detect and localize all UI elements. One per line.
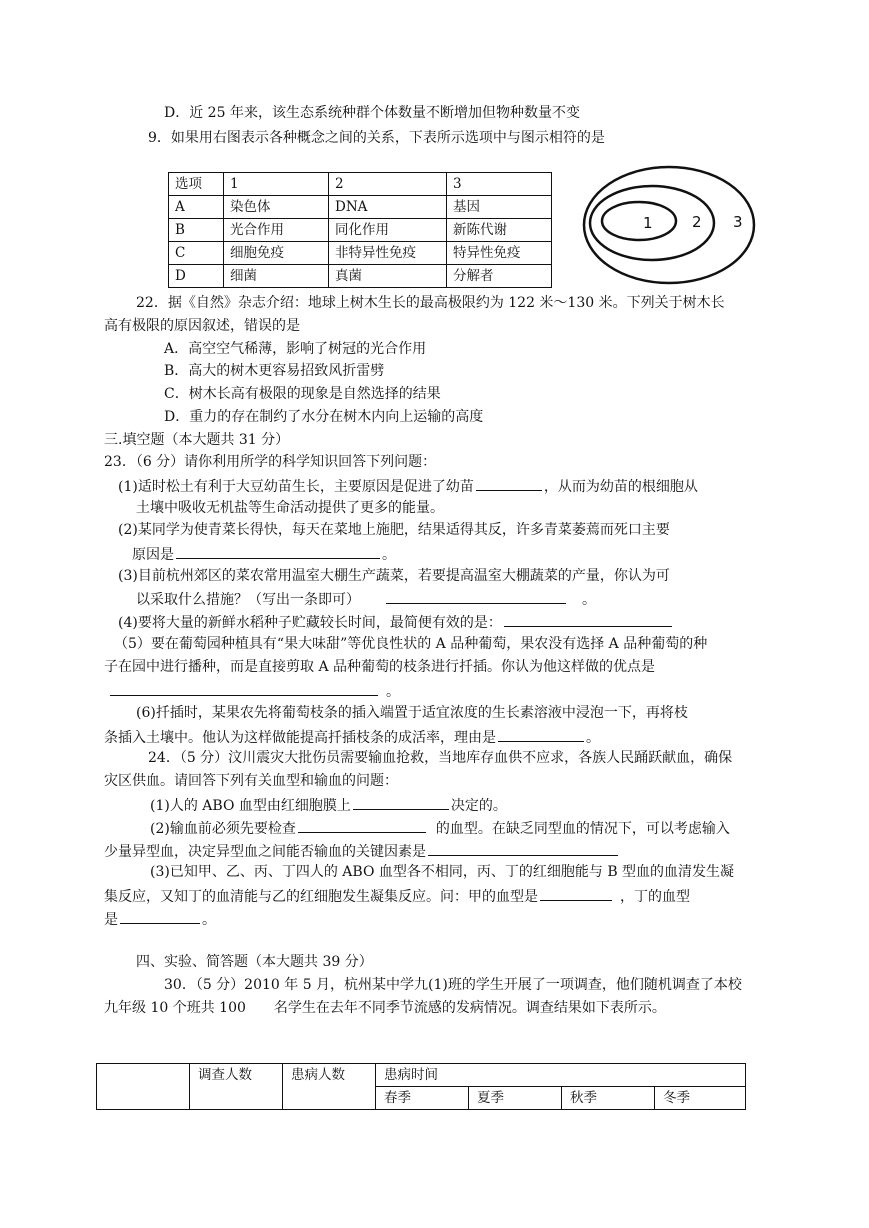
nested-ellipses-diagram [582,163,768,289]
table-cell: 患病人数 [283,1064,376,1110]
ellipse-inner [602,202,676,240]
section4-heading: 四、实验、简答题（本大题共 39 分） [136,954,373,970]
table-cell: 夏季 [469,1087,562,1110]
table-cell: 秋季 [562,1087,655,1110]
table-row [169,265,552,288]
table-cell: D [169,265,224,288]
answer-blank[interactable] [110,681,378,696]
q23-part5-line1: （5）要在葡萄园种植具有“果大味甜”等优良性状的 A 品种葡萄，果农没有选择 A 品种葡萄的种 [114,636,708,652]
table-cell: 基因 [447,196,552,219]
answer-blank[interactable] [298,818,426,833]
q23-part6-line2 [104,727,600,747]
table-header-row [97,1064,746,1087]
answer-blank[interactable] [176,544,380,559]
ellipse-outer [584,167,754,283]
q24-stem-line1: 24．（5 分）汶川震灾大批伤员需要输血抢救，当地库存血供不应求，各族人民踊跃献血，确保 [148,750,733,766]
table-cell: 2 [329,173,447,196]
table-header-row [169,173,552,196]
q23-part1-line1 [118,476,698,496]
table-cell: A [169,196,224,219]
q24-part3-line3 [104,909,216,929]
q24-part3-text-c: ，丁的血型 [620,889,690,905]
q23-part2-line2 [132,544,396,564]
table-cell: 非特异性免疫 [329,242,447,265]
q23-part5-text-c: 。 [386,684,400,700]
q23-part1-text-a: (1)适时松土有利于大豆幼苗生长，主要原因是促进了幼苗 [118,479,474,495]
venn-label-1: 1 [643,214,653,232]
answer-blank[interactable] [386,589,566,604]
q23-part4 [118,612,674,632]
q23-stem: 23．（6 分）请你利用所学的科学知识回答下列问题： [104,454,437,470]
table-cell: B [169,219,224,242]
q23-part2-text-b: 。 [382,547,396,563]
table-cell-empty [97,1064,190,1110]
q23-part2-text-a: 原因是 [132,547,174,563]
q22-option-d: D．重力的存在制约了水分在树木内向上运输的高度 [164,409,484,425]
q8-option-d: D．近 25 年来，该生态系统种群个体数量不断增加但物种数量不变 [164,105,580,121]
q24-part3-text-d: 是 [104,912,118,928]
q24-part1 [150,795,507,815]
q23-part1-text-b: ，从而为幼苗的根细胞从 [543,479,698,495]
table-cell: 3 [447,173,552,196]
table-cell: 特异性免疫 [447,242,552,265]
table-cell: 真菌 [329,265,447,288]
q23-part5-line3 [108,681,400,701]
q24-part3-text-b: 集反应，又知丁的血清能与乙的红细胞发生凝集反应。问：甲的血型是 [104,889,538,905]
table-cell: 细胞免疫 [224,242,329,265]
table-cell: 分解者 [447,265,552,288]
table-cell: 细菌 [224,265,329,288]
q23-part1-line2: 土壤中吸收无机盐等生命活动提供了更多的能量。 [136,500,444,516]
table-cell: 患病时间 [376,1064,746,1087]
answer-blank[interactable] [504,612,672,627]
table-cell: 同化作用 [329,219,447,242]
q24-part2-text-b: 的血型。在缺乏同型血的情况下，可以考虑输入 [435,821,730,837]
q24-part2-text-a: (2)输血前必须先要检查 [150,821,296,837]
table-cell: C [169,242,224,265]
q22-option-a: A．高空空气稀薄，影响了树冠的光合作用 [164,341,427,357]
q24-part2-text-c: 少量异型血，决定异型血之间能否输血的关键因素是 [104,844,426,860]
table-cell: 光合作用 [224,219,329,242]
q24-part2-line2 [104,841,620,861]
q9-options-table [168,172,552,288]
q24-part3-line2 [104,886,690,906]
q30-line2: 九年级 10 个班共 100 名学生在去年不同季节流感的发病情况。调查结果如下表所示。 [104,1000,666,1016]
table-row [169,219,552,242]
table-cell: DNA [329,196,447,219]
section3-heading: 三.填空题（本大题共 31 分） [104,432,290,448]
table-cell: 染色体 [224,196,329,219]
q24-part1-text-a: (1)人的 ABO 血型由红细胞膜上 [150,798,351,814]
table-cell: 1 [224,173,329,196]
q23-part3-text-a: 以采取什么措施？（写出一条即可） [136,592,360,608]
answer-blank[interactable] [540,886,612,901]
q23-part3-text-b: 。 [582,592,596,608]
answer-blank[interactable] [120,909,200,924]
venn-label-3: 3 [733,213,743,231]
table-cell: 选项 [169,173,224,196]
q22-option-c: C．树木长高有极限的现象是自然选择的结果 [164,386,441,402]
q23-part6-line1: (6)扦插时，某果农先将葡萄枝条的插入端置于适宜浓度的生长素溶液中浸泡一下，再将枝 [136,705,688,721]
q30-survey-table [96,1063,746,1110]
q9-stem: 9．如果用右图表示各种概念之间的关系，下表所示选项中与图示相符的是 [148,130,605,146]
answer-blank[interactable] [353,795,449,810]
q23-part4-text: (4)要将大量的新鲜水稻种子贮藏较长时间，最简便有效的是： [118,615,502,631]
table-cell: 新陈代谢 [447,219,552,242]
q23-part6-text-b: 条插入土壤中。他认为这样做能提高扦插枝条的成活率，理由是 [104,730,496,746]
table-cell: 春季 [376,1087,469,1110]
q24-part3-text-e: 。 [202,912,216,928]
venn-label-2: 2 [692,213,702,231]
table-row [169,242,552,265]
answer-blank[interactable] [428,841,618,856]
q24-part3-line1: (3)已知甲、乙、丙、丁四人的 ABO 血型各不相同，丙、丁的红细胞能与 B 型血的血清发生凝 [150,864,735,880]
answer-blank[interactable] [476,476,542,491]
q23-part3-line2 [136,589,596,609]
answer-blank[interactable] [498,727,584,742]
q24-part1-text-b: 决定的。 [450,798,507,814]
q23-part2-line1: (2)某同学为使青菜长得快，每天在菜地上施肥，结果适得其反，许多青菜萎蔫而死口主要 [118,522,670,538]
q22-stem-line2: 高有极限的原因叙述，错误的是 [104,318,300,334]
q22-stem-line1: 22．据《自然》杂志介绍：地球上树木生长的最高极限约为 122 米～130 米。下列关于树木长 [136,295,725,311]
q24-part2-line1 [150,818,730,838]
q22-option-b: B．高大的树木更容易招致风折雷劈 [164,363,385,379]
q23-part3-line1: (3)目前杭州郊区的菜农常用温室大棚生产蔬菜，若要提高温室大棚蔬菜的产量，你认为可 [118,568,670,584]
q30-line1: 30．（5 分）2010 年 5 月，杭州某中学九(1)班的学生开展了一项调查，他们随机调查了本校 [164,977,742,993]
q23-part5-line2: 子在园中进行播种，而是直接剪取 A 品种葡萄的枝条进行扦插。你认为他这样做的优点是 [104,659,656,675]
q23-part6-text-c: 。 [586,730,600,746]
q24-stem-line2: 灾区供血。请回答下列有关血型和输血的问题： [104,773,398,789]
table-cell: 冬季 [655,1087,746,1110]
table-row [169,196,552,219]
table-cell: 调查人数 [190,1064,283,1110]
